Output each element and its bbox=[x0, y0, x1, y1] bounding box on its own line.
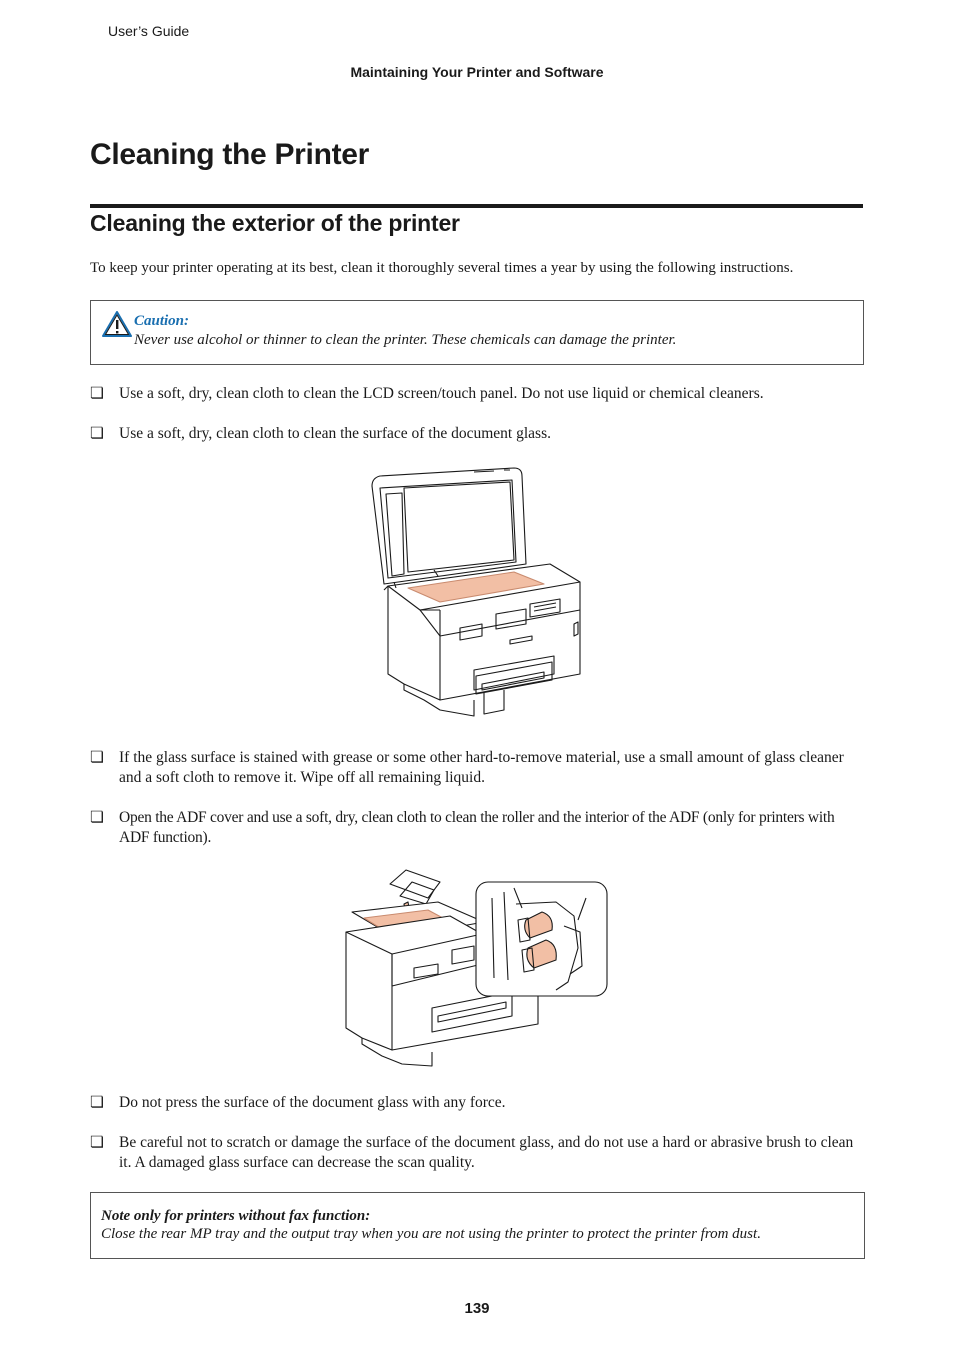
intro-paragraph: To keep your printer operating at its best, clean it thoroughly several times a year by using the following instructions. bbox=[90, 260, 794, 276]
running-header-guide: User’s Guide bbox=[108, 23, 190, 39]
note-label: Note only for printers without fax function: bbox=[101, 1208, 371, 1224]
printer-document-glass-illustration bbox=[364, 464, 588, 724]
list-item-text: Do not press the surface of the document glass with any force. bbox=[119, 1094, 506, 1111]
list-item bbox=[90, 808, 864, 848]
section-heading: Cleaning the exterior of the printer bbox=[90, 210, 460, 236]
list-item-text: Be careful not to scratch or damage the surface of the document glass, and do not use a hard or abrasive brush to clean it. A damaged glass surface can decrease the scan quality. bbox=[119, 1134, 854, 1171]
list-item bbox=[90, 1093, 864, 1113]
list-item bbox=[90, 748, 864, 788]
list-item-text: Use a soft, dry, clean cloth to clean the surface of the document glass. bbox=[119, 425, 551, 442]
bullet-box-icon: ❏ bbox=[90, 1134, 104, 1151]
list-item bbox=[90, 424, 864, 444]
caution-text: Never use alcohol or thinner to clean the printer. These chemicals can damage the printer. bbox=[134, 332, 677, 348]
bullet-box-icon: ❏ bbox=[90, 425, 104, 442]
note-box bbox=[90, 1192, 865, 1259]
bullet-box-icon: ❏ bbox=[90, 385, 104, 402]
list-item bbox=[90, 1133, 864, 1173]
list-item bbox=[90, 384, 864, 404]
warning-triangle-icon bbox=[101, 310, 133, 338]
page-title: Cleaning the Printer bbox=[90, 138, 370, 171]
caution-label: Caution: bbox=[134, 313, 190, 329]
running-header-section: Maintaining Your Printer and Software bbox=[350, 64, 604, 80]
bullet-box-icon: ❏ bbox=[90, 809, 104, 826]
list-item-text: Use a soft, dry, clean cloth to clean the LCD screen/touch panel. Do not use liquid or chemical cleaners. bbox=[119, 385, 764, 402]
bullet-box-icon: ❏ bbox=[90, 1094, 104, 1111]
adf-roller-cleaning-illustration bbox=[342, 868, 610, 1070]
caution-box bbox=[90, 300, 864, 365]
page-number: 139 bbox=[464, 1300, 490, 1317]
note-text: Close the rear MP tray and the output tray when you are not using the printer to protect the printer from dust. bbox=[101, 1226, 761, 1242]
list-item-text: If the glass surface is stained with grease or some other hard-to-remove material, use a small amount of glass cleaner and a soft cloth to remove it. Wipe off all remaining liquid. bbox=[119, 749, 844, 786]
title-rule bbox=[90, 204, 863, 208]
list-item-text: Open the ADF cover and use a soft, dry, clean cloth to clean the roller and the interior of the ADF (only for printers with ADF function). bbox=[119, 809, 835, 846]
bullet-box-icon: ❏ bbox=[90, 749, 104, 766]
